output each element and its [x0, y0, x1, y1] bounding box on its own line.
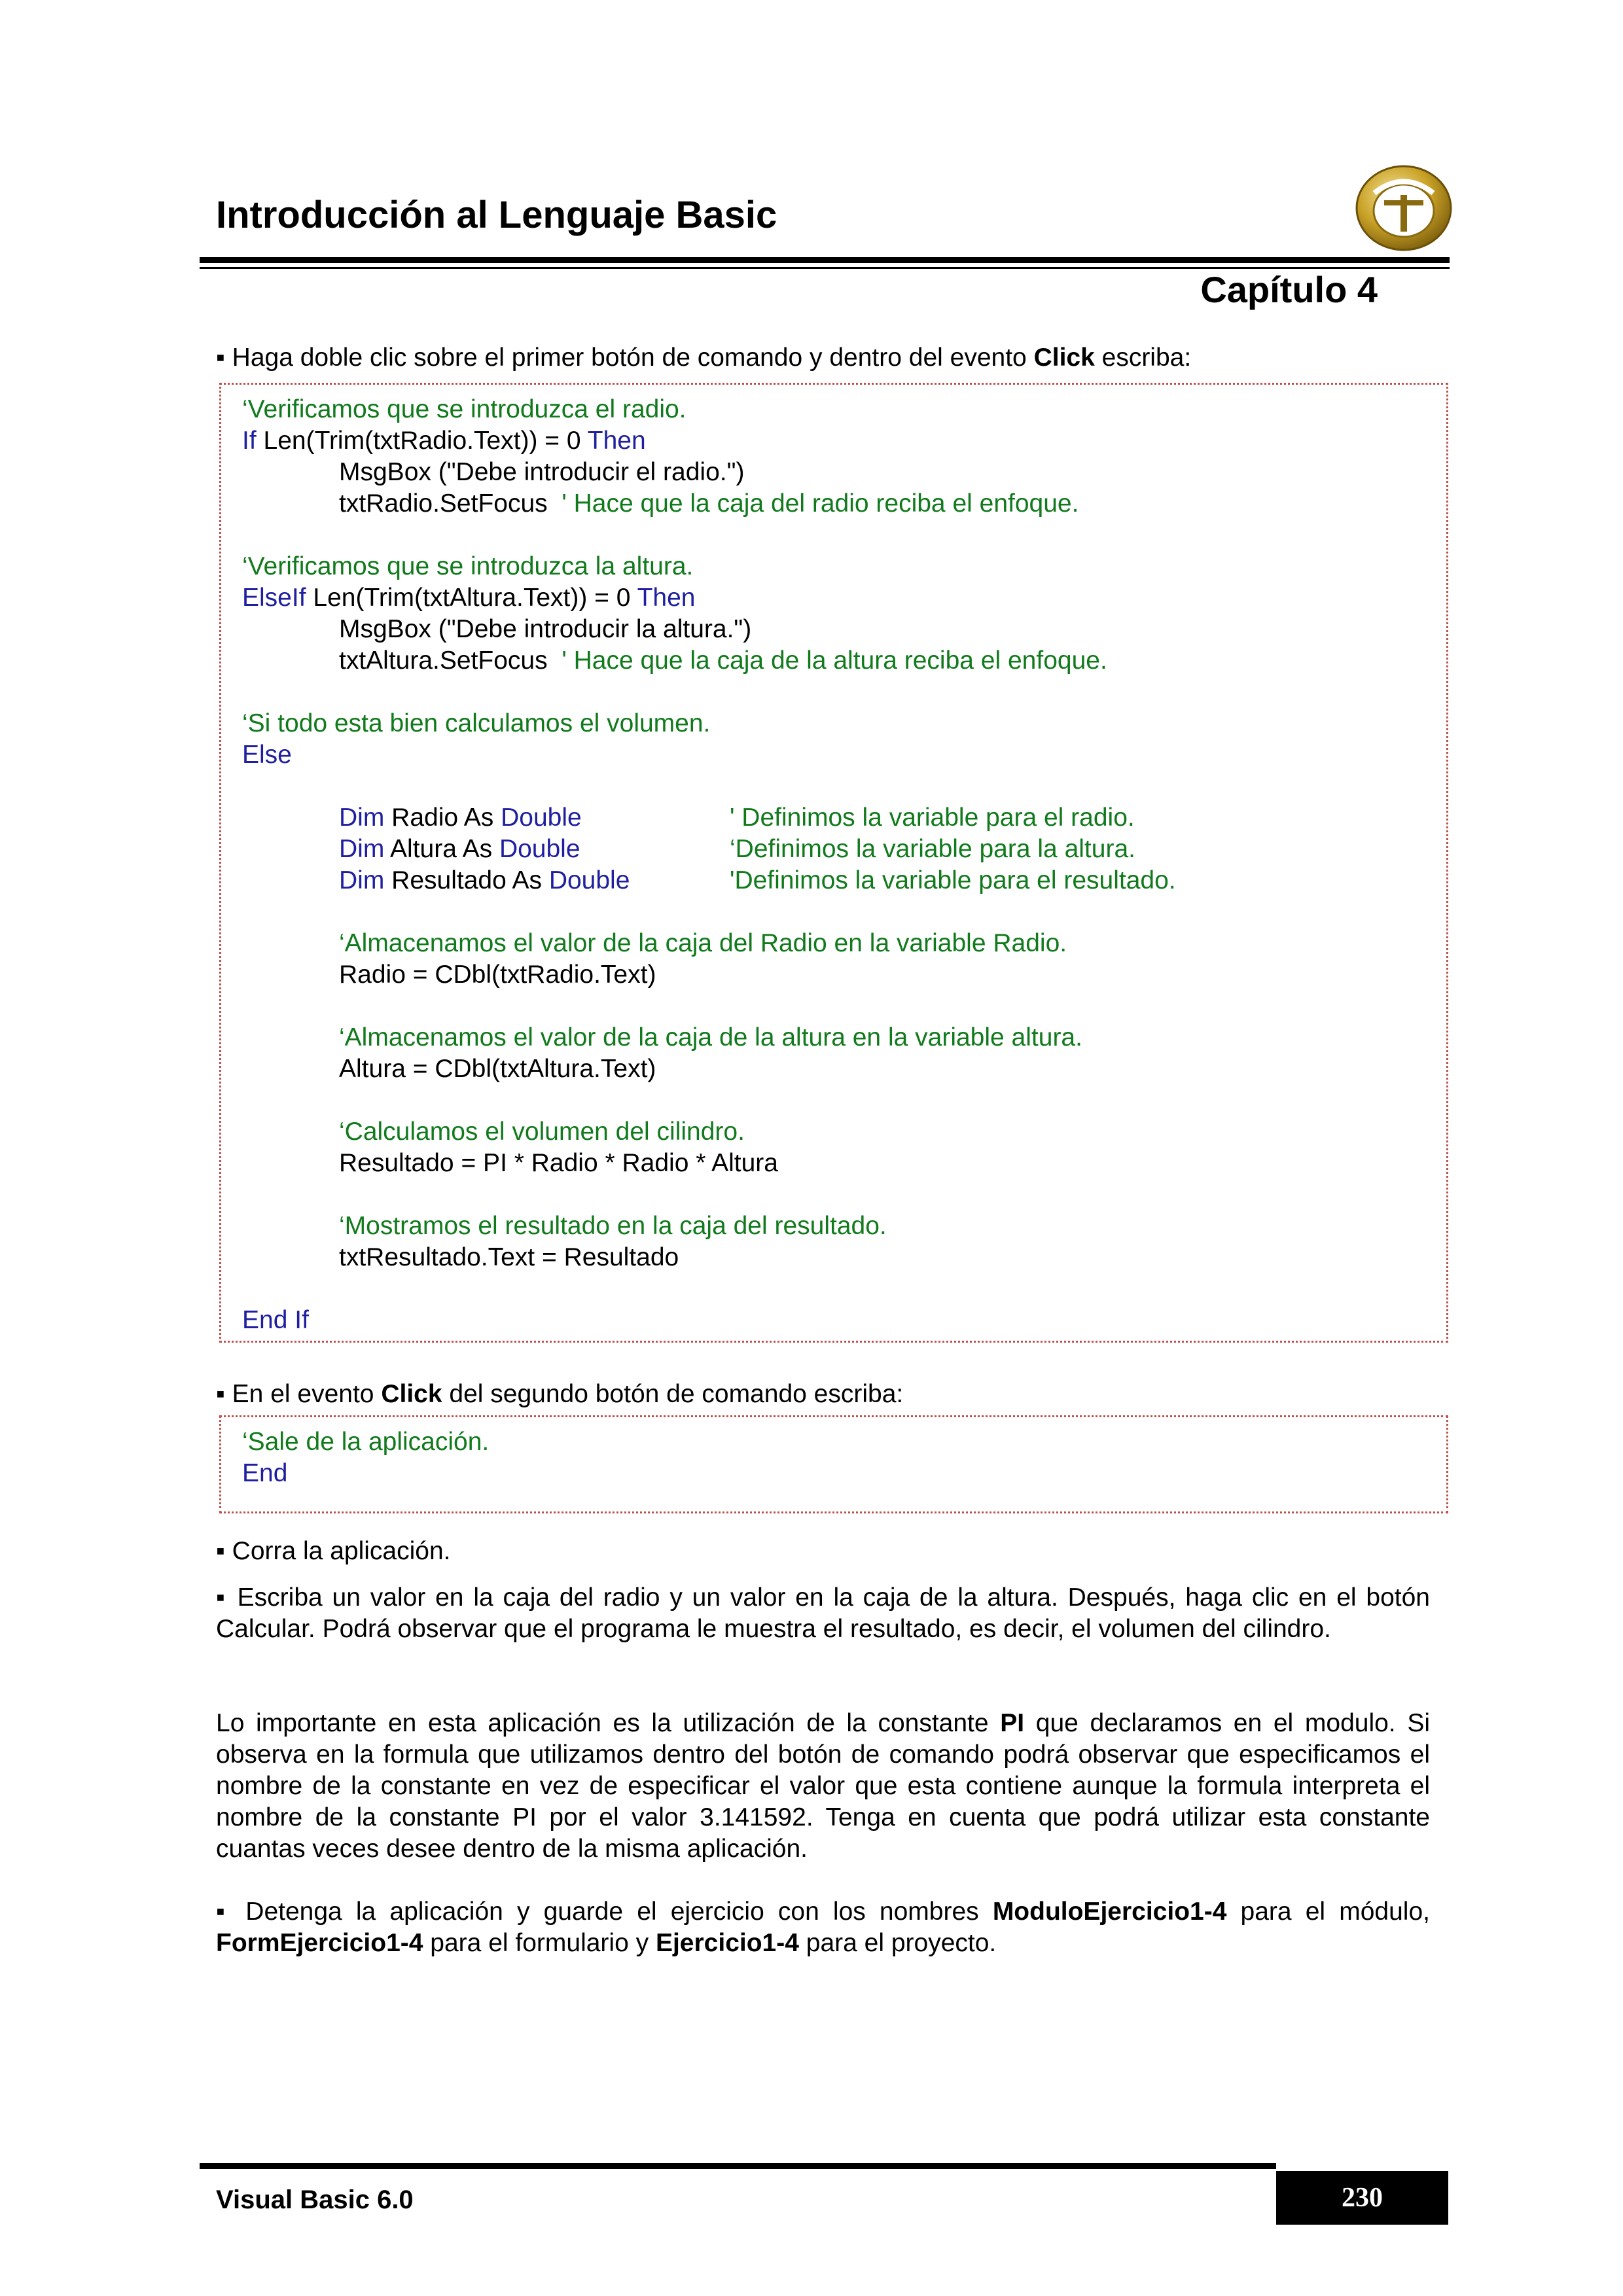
code-line: Altura = CDbl(txtAltura.Text): [339, 1055, 656, 1083]
code-comment: ‘Sale de la aplicación.: [242, 1428, 490, 1456]
instruction-second-button: ▪ En el evento Click del segundo botón de comando escriba:: [216, 1380, 904, 1408]
code-comment: ‘Almacenamos el valor de la caja de la altura en la variable altura.: [339, 1023, 1082, 1051]
code-comment: ‘Verificamos que se introduzca el radio.: [242, 395, 687, 423]
code-comment: ' Definimos la variable para el radio.: [730, 804, 1135, 832]
code-line: MsgBox ("Debe introducir la altura."): [339, 615, 752, 643]
paragraph-constant-pi: Lo importante en esta aplicación es la utilización de la constante PI que declaramos en el modulo. Si observa en la formula que utilizamos dentro del botón de comando podrá observar que especificamos el nombre de la constante en vez de especificar el valor que esta contiene aunque la formula interpreta el nombre de la constante PI por el valor 3.141592. Tenga en cuenta que podrá utilizar esta constante cuantas veces desee dentro de la misma aplicación.: [216, 1709, 1430, 1863]
code-comment: ‘Definimos la variable para la altura.: [730, 835, 1135, 863]
code-dim-line: Dim Resultado As Double: [339, 866, 630, 894]
footer-rule: [200, 2163, 1276, 2169]
code-comment: ‘Almacenamos el valor de la caja del Radio en la variable Radio.: [339, 929, 1067, 957]
paragraph-write-values: ▪ Escriba un valor en la caja del radio y un valor en la caja de la altura. Después, haga clic en el botón Calcular. Podrá observar que el programa le muestra el resultado, es decir, el volumen del cilindro.: [216, 1583, 1430, 1643]
code-line: Resultado = PI * Radio * Radio * Altura: [339, 1149, 778, 1177]
code-line: Else: [242, 741, 292, 769]
code-line: If Len(Trim(txtRadio.Text)) = 0 Then: [242, 427, 646, 455]
code-line: txtResultado.Text = Resultado: [339, 1243, 679, 1271]
paragraph-save: ▪ Detenga la aplicación y guarde el ejercicio con los nombres ModuloEjercicio1-4 para el módulo, FormEjercicio1-4 para el formulario y Ejercicio1-4 para el proyecto.: [216, 1898, 1430, 1957]
code-line: End If: [242, 1306, 309, 1334]
logo-icon: [1348, 157, 1459, 255]
code-line: End: [242, 1459, 288, 1487]
paragraph-run: ▪ Corra la aplicación.: [216, 1537, 451, 1565]
chapter-label: Capítulo 4: [1200, 269, 1378, 310]
code-comment: ‘Si todo esta bien calculamos el volumen.: [242, 709, 711, 737]
code-line: Radio = CDbl(txtRadio.Text): [339, 961, 656, 989]
code-line: MsgBox ("Debe introducir el radio."): [339, 458, 745, 486]
code-comment: 'Definimos la variable para el resultado.: [730, 866, 1176, 894]
header-rule: [200, 257, 1450, 263]
code-line: txtRadio.SetFocus ' Hace que la caja del radio reciba el enfoque.: [339, 489, 1079, 518]
document-title: Introducción al Lenguaje Basic: [216, 194, 777, 236]
code-comment: ‘Verificamos que se introduzca la altura.: [242, 552, 694, 580]
code-dim-line: Dim Altura As Double: [339, 835, 580, 863]
code-line: ElseIf Len(Trim(txtAltura.Text)) = 0 Then: [242, 584, 696, 612]
code-comment: ‘Mostramos el resultado en la caja del resultado.: [339, 1212, 887, 1240]
page-number: 230: [1276, 2171, 1448, 2225]
instruction-first-button: ▪ Haga doble clic sobre el primer botón de comando y dentro del evento Click escriba:: [216, 344, 1192, 372]
footer-book-title: Visual Basic 6.0: [216, 2185, 414, 2214]
code-comment: ‘Calculamos el volumen del cilindro.: [339, 1118, 745, 1146]
code-line: txtAltura.SetFocus ' Hace que la caja de la altura reciba el enfoque.: [339, 646, 1107, 675]
code-dim-line: Dim Radio As Double: [339, 804, 582, 832]
